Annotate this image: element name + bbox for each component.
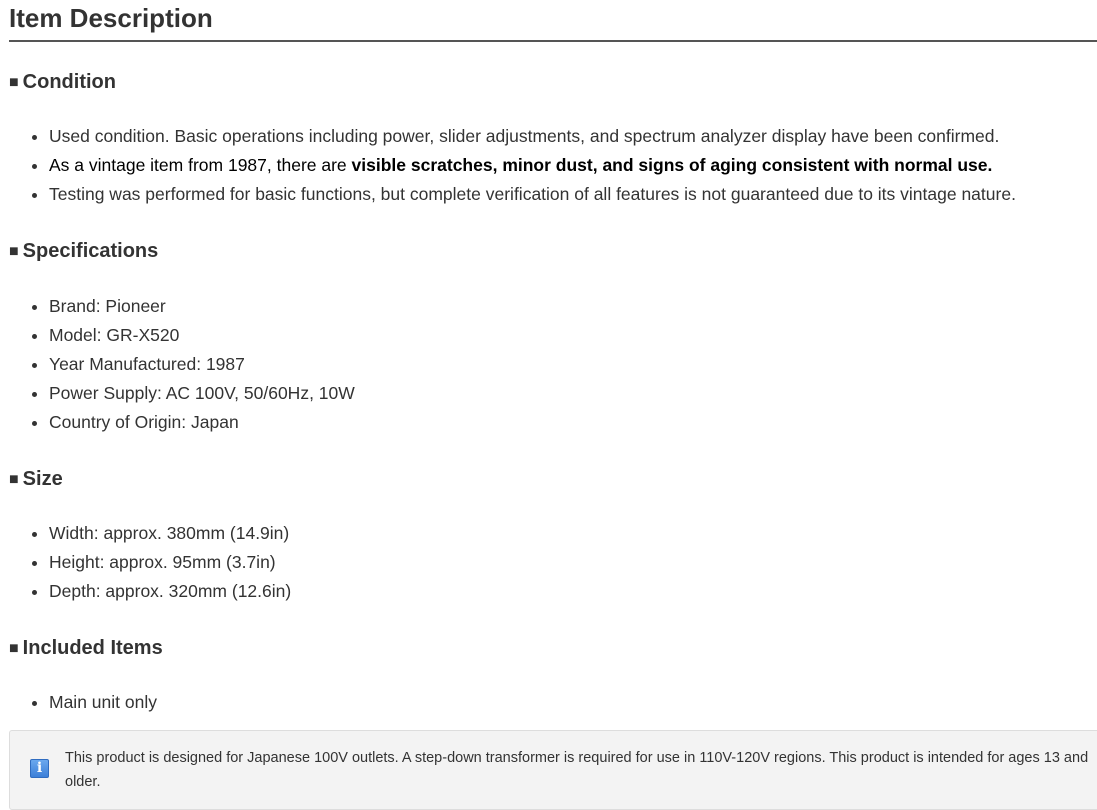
spec-year: • Year Manufactured: 1987 <box>49 350 1097 379</box>
page-title: Item Description <box>9 0 1097 42</box>
section-title-condition: Condition <box>22 71 116 93</box>
notice-text: This product is designed for Japanese 100V outlets. A step-down transformer is required for use in 110V-120V regions. This product is intended for ages 13 and older. <box>65 750 1089 790</box>
size-width: • Width: approx. 380mm (14.9in) <box>49 519 1097 548</box>
section-heading-specifications <box>9 239 1097 265</box>
item-description-page <box>9 0 1097 810</box>
section-title-included-items: Included Items <box>22 637 163 659</box>
info-icon: i <box>30 759 49 778</box>
condition-list <box>9 122 1097 209</box>
section-title-specifications: Specifications <box>22 240 159 262</box>
notice-box <box>9 730 1097 810</box>
included-item: • Main unit only <box>49 688 1097 717</box>
section-heading-size <box>9 467 1097 493</box>
list-item-emphasis: visible scratches, minor dust, and signs of aging consistent with normal use. <box>351 155 993 175</box>
size-list <box>9 519 1097 606</box>
list-item <box>49 151 1097 180</box>
specifications-list <box>9 292 1097 437</box>
section-marker: ■ <box>9 74 19 91</box>
spec-country: • Country of Origin: Japan <box>49 408 1097 437</box>
size-depth: • Depth: approx. 320mm (12.6in) <box>49 577 1097 606</box>
section-title-size: Size <box>22 468 63 490</box>
spec-power-supply: • Power Supply: AC 100V, 50/60Hz, 10W <box>49 379 1097 408</box>
size-height: • Height: approx. 95mm (3.7in) <box>49 548 1097 577</box>
section-heading-included-items <box>9 636 1097 662</box>
included-items-list <box>9 688 1097 717</box>
section-marker: ■ <box>9 243 19 260</box>
spec-brand: • Brand: Pioneer <box>49 292 1097 321</box>
list-item: • Used condition. Basic operations including power, slider adjustments, and spectrum analyzer display have been confirmed. <box>49 122 1097 151</box>
section-heading-condition <box>9 70 1097 96</box>
section-marker: ■ <box>9 471 19 488</box>
list-item: • Testing was performed for basic functions, but complete verification of all features is not guaranteed due to its vintage nature. <box>49 180 1097 209</box>
spec-model: • Model: GR-X520 <box>49 321 1097 350</box>
section-marker: ■ <box>9 640 19 657</box>
list-item-text: As a vintage item from 1987, there are <box>49 155 352 175</box>
